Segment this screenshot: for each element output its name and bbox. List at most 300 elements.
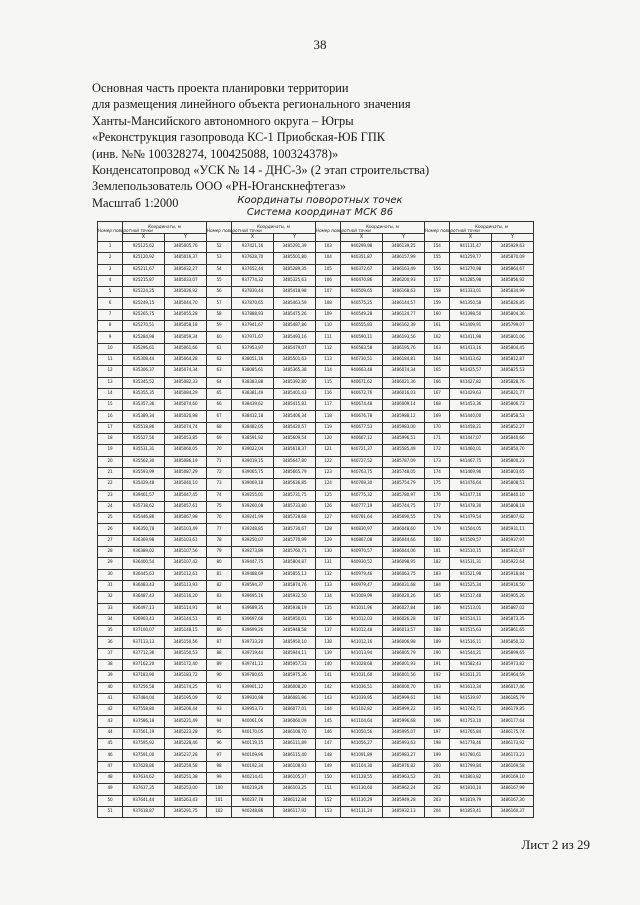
x-coordinate-cell: 939461,57 [123, 490, 165, 501]
point-number-cell: 185 [425, 592, 450, 603]
y-coordinate-cell: 3485929,63 [492, 242, 534, 253]
table-row [98, 784, 534, 795]
point-number-cell: 105 [316, 264, 341, 275]
point-number-header: Номер поворотной точки [98, 222, 123, 242]
point-number-cell: 188 [425, 626, 450, 637]
x-coordinate-cell: 938432,18 [232, 411, 274, 422]
x-coordinate-cell: 937561,19 [123, 727, 165, 738]
x-coordinate-cell: 941611,21 [450, 671, 492, 682]
point-number-cell: 47 [98, 761, 123, 772]
point-number-cell: 67 [207, 411, 232, 422]
y-coordinate-cell: 3485585,49 [383, 445, 425, 456]
y-coordinate-cell: 3486016,03 [383, 388, 425, 399]
y-coordinate-cell: 3485665,79 [274, 467, 316, 478]
point-number-cell: 97 [207, 750, 232, 761]
y-coordinate-cell: 3485150,53 [165, 648, 207, 659]
x-coordinate-cell: 941427,82 [450, 377, 492, 388]
point-number-cell: 140 [316, 659, 341, 670]
x-coordinate-cell: 940667,12 [341, 434, 383, 445]
x-coordinate-cell: 940237,78 [232, 795, 274, 806]
x-coordinate-cell: 940677,53 [341, 422, 383, 433]
x-coordinate-cell: 941509,57 [450, 535, 492, 546]
y-coordinate-cell: 3485067,98 [165, 513, 207, 524]
x-coordinate-cell: 937162,20 [123, 659, 165, 670]
x-coordinate-cell: 940727,52 [341, 456, 383, 467]
y-coordinate-cell: 3486009,14 [383, 400, 425, 411]
point-number-cell: 10 [98, 343, 123, 354]
x-coordinate-cell: 937558,80 [123, 705, 165, 716]
point-number-cell: 158 [425, 287, 450, 298]
y-coordinate-cell: 3485760,71 [274, 547, 316, 558]
table-row [98, 535, 534, 546]
table-row [98, 626, 534, 637]
y-coordinate-cell: 3486108,70 [274, 727, 316, 738]
table-row [98, 321, 534, 332]
y-coordinate-cell: 3485237,28 [165, 750, 207, 761]
x-coordinate-cell: 940830,97 [341, 524, 383, 535]
table-row [98, 603, 534, 614]
y-coordinate-cell: 3486115,40 [274, 750, 316, 761]
point-number-cell: 109 [316, 309, 341, 320]
point-number-cell: 34 [98, 614, 123, 625]
y-coordinate-cell: 3486044,66 [383, 535, 425, 546]
point-number-cell: 24 [98, 501, 123, 512]
x-coordinate-cell: 941413,16 [450, 343, 492, 354]
y-coordinate-cell: 3485253,00 [165, 784, 207, 795]
x-coordinate-cell: 939741,12 [232, 659, 274, 670]
point-number-cell: 29 [98, 558, 123, 569]
y-coordinate-cell: 3485183,72 [165, 671, 207, 682]
y-coordinate-cell: 3485044,70 [165, 298, 207, 309]
y-coordinate-cell: 3485905,26 [492, 592, 534, 603]
y-coordinate-cell: 3485501,80 [274, 253, 316, 264]
x-coordinate-cell: 941130,60 [341, 784, 383, 795]
point-number-cell: 85 [207, 614, 232, 625]
point-number-cell: 149 [316, 761, 341, 772]
x-coordinate-cell: 941259,77 [450, 253, 492, 264]
point-number-cell: 136 [316, 614, 341, 625]
y-coordinate-cell: 3486105,37 [274, 772, 316, 783]
y-coordinate-cell: 3485172,40 [165, 659, 207, 670]
x-coordinate-cell: 941742,71 [450, 705, 492, 716]
y-coordinate-cell: 3486184,81 [383, 354, 425, 365]
x-coordinate-cell: 941514,11 [450, 614, 492, 625]
point-number-cell: 83 [207, 592, 232, 603]
page-number: 38 [313, 37, 327, 52]
x-coordinate-cell: 937712,36 [123, 648, 165, 659]
x-coordinate-cell: 941131,47 [450, 242, 492, 253]
point-number-cell: 5 [98, 287, 123, 298]
y-coordinate-cell: 3486006,98 [383, 637, 425, 648]
x-coordinate-cell: 937634,62 [123, 772, 165, 783]
y-coordinate-cell: 3486112,84 [274, 795, 316, 806]
y-coordinate-cell: 3485932,50 [274, 592, 316, 603]
x-coordinate-cell: 936483,43 [123, 580, 165, 591]
y-coordinate-cell: 3485618,37 [274, 445, 316, 456]
y-coordinate-cell: 3485291,75 [165, 806, 207, 817]
x-coordinate-cell: 941810,10 [450, 784, 492, 795]
x-coordinate-cell: 936903,43 [123, 614, 165, 625]
x-coordinate-cell: 941013,94 [341, 648, 383, 659]
point-number-cell: 183 [425, 569, 450, 580]
point-number-cell: 110 [316, 321, 341, 332]
header-line: «Реконструкция газопровода КС-1 Приобская-ЮБ ГПК [92, 130, 386, 145]
x-coordinate-cell: 940248,86 [232, 806, 274, 817]
y-coordinate-cell: 3485144,51 [165, 614, 207, 625]
y-coordinate-cell: 3485223,28 [165, 727, 207, 738]
y-coordinate-cell: 3485325,63 [274, 275, 316, 286]
point-number-cell: 177 [425, 501, 450, 512]
point-number-cell: 45 [98, 739, 123, 750]
point-number-cell: 26 [98, 524, 123, 535]
x-coordinate-cell: 940590,11 [341, 332, 383, 343]
point-number-cell: 6 [98, 298, 123, 309]
x-coordinate-cell: 940676,78 [341, 411, 383, 422]
y-coordinate-cell: 3486163,49 [383, 264, 425, 275]
y-coordinate-cell: 3486013,57 [383, 626, 425, 637]
x-coordinate-cell: 938383,88 [232, 377, 274, 388]
table-body [98, 242, 534, 818]
y-coordinate-cell: 3485754,79 [383, 479, 425, 490]
y-coordinate-cell: 3485874,76 [274, 580, 316, 591]
point-number-cell: 126 [316, 501, 341, 512]
y-coordinate-cell: 3485856,92 [492, 275, 534, 286]
point-number-cell: 180 [425, 535, 450, 546]
table-row [98, 264, 534, 275]
point-number-cell: 32 [98, 592, 123, 603]
x-coordinate-cell: 941028,68 [341, 659, 383, 670]
x-coordinate-cell: 935593,99 [123, 467, 165, 478]
point-number-cell: 8 [98, 321, 123, 332]
point-number-cell: 57 [207, 298, 232, 309]
x-coordinate-cell: 941056,27 [341, 739, 383, 750]
y-coordinate-cell: 3485938,19 [274, 603, 316, 614]
point-number-cell: 9 [98, 332, 123, 343]
table-row [98, 648, 534, 659]
x-coordinate-cell: 940663,48 [341, 366, 383, 377]
y-coordinate-cell: 3485263,43 [165, 795, 207, 806]
point-number-cell: 147 [316, 739, 341, 750]
x-coordinate-cell: 938381,49 [232, 388, 274, 399]
x-coordinate-cell: 941131,24 [341, 806, 383, 817]
point-number-cell: 77 [207, 524, 232, 535]
y-coordinate-cell: 3485808,51 [492, 479, 534, 490]
x-coordinate-cell: 935562,30 [123, 456, 165, 467]
x-coordinate-cell: 940930,52 [341, 558, 383, 569]
point-number-cell: 202 [425, 784, 450, 795]
y-header: Y [383, 234, 425, 242]
point-number-cell: 54 [207, 264, 232, 275]
point-number-cell: 129 [316, 535, 341, 546]
x-coordinate-cell: 935306,37 [123, 366, 165, 377]
x-coordinate-cell: 940061,06 [232, 716, 274, 727]
y-coordinate-cell: 3485690,55 [383, 513, 425, 524]
point-number-cell: 73 [207, 479, 232, 490]
point-number-cell: 39 [98, 671, 123, 682]
point-number-cell: 40 [98, 682, 123, 693]
point-number-cell: 14 [98, 388, 123, 399]
x-coordinate-cell: 941778,46 [450, 739, 492, 750]
point-number-cell: 189 [425, 637, 450, 648]
x-coordinate-cell: 940979,46 [341, 569, 383, 580]
y-coordinate-cell: 3485861,65 [492, 626, 534, 637]
y-coordinate-cell: 3485059,34 [165, 332, 207, 343]
point-number-cell: 119 [316, 422, 341, 433]
table-row [98, 761, 534, 772]
x-coordinate-cell: 941799,84 [450, 761, 492, 772]
point-number-cell: 15 [98, 400, 123, 411]
x-coordinate-cell: 937113,13 [123, 637, 165, 648]
x-header: X [232, 234, 274, 242]
y-coordinate-cell: 3486020,26 [383, 592, 425, 603]
y-coordinate-cell: 3485840,10 [492, 490, 534, 501]
x-coordinate-cell: 940170,05 [232, 727, 274, 738]
point-number-cell: 157 [425, 275, 450, 286]
point-number-cell: 51 [98, 806, 123, 817]
table-subtitle: Система координат МСК 86 [246, 207, 394, 218]
header-line: Масштаб 1:2000 [92, 195, 179, 210]
point-number-cell: 71 [207, 456, 232, 467]
x-coordinate-cell: 937637,35 [123, 784, 165, 795]
point-number-cell: 35 [98, 626, 123, 637]
y-coordinate-cell: 3485976,82 [383, 761, 425, 772]
y-coordinate-cell: 3485957,33 [274, 659, 316, 670]
x-coordinate-cell: 938591,92 [232, 434, 274, 445]
x-coordinate-cell: 941803,82 [450, 772, 492, 783]
y-coordinate-cell: 3485289,35 [274, 264, 316, 275]
table-row [98, 547, 534, 558]
point-number-cell: 79 [207, 547, 232, 558]
y-coordinate-cell: 3485950,01 [274, 614, 316, 625]
x-coordinate-cell: 938439,62 [232, 400, 274, 411]
x-coordinate-cell: 939241,99 [232, 513, 274, 524]
x-coordinate-cell: 939695,16 [232, 592, 274, 603]
x-coordinate-cell: 941104,30 [341, 761, 383, 772]
y-coordinate-cell: 3485840,66 [492, 434, 534, 445]
y-coordinate-cell: 3486162,39 [383, 321, 425, 332]
table-row [98, 366, 534, 377]
x-coordinate-cell: 941009,99 [341, 592, 383, 603]
point-number-cell: 88 [207, 648, 232, 659]
point-number-cell: 25 [98, 513, 123, 524]
point-number-cell: 55 [207, 275, 232, 286]
y-coordinate-cell: 3485060,05 [165, 445, 207, 456]
point-number-cell: 143 [316, 693, 341, 704]
point-number-cell: 64 [207, 377, 232, 388]
point-number-cell: 200 [425, 761, 450, 772]
point-number-cell: 159 [425, 298, 450, 309]
x-coordinate-cell: 940549,28 [341, 309, 383, 320]
point-number-cell: 13 [98, 377, 123, 388]
y-coordinate-cell: 3486027,84 [383, 603, 425, 614]
y-coordinate-cell: 3485057,61 [165, 501, 207, 512]
y-coordinate-cell: 3486160,37 [492, 806, 534, 817]
y-coordinate-cell: 3485020,98 [165, 411, 207, 422]
point-number-cell: 146 [316, 727, 341, 738]
y-coordinate-cell: 3486195,76 [383, 343, 425, 354]
x-coordinate-cell: 940192,34 [232, 761, 274, 772]
point-number-cell: 167 [425, 388, 450, 399]
x-coordinate-cell: 939930,98 [232, 693, 274, 704]
header-line: Землепользователь ООО «РН-Юганскнефтегаз» [92, 179, 346, 194]
y-coordinate-cell: 3486026,28 [383, 614, 425, 625]
sheet-label: Лист 2 из 29 [521, 837, 590, 852]
x-coordinate-cell: 941128,55 [341, 772, 383, 783]
y-coordinate-cell: 3485988,12 [383, 411, 425, 422]
point-number-cell: 151 [316, 784, 341, 795]
y-coordinate-cell: 3485103,49 [165, 524, 207, 535]
table-row [98, 467, 534, 478]
point-number-cell: 108 [316, 298, 341, 309]
y-coordinate-cell: 3485064,28 [165, 354, 207, 365]
point-number-cell: 56 [207, 287, 232, 298]
point-number-cell: 196 [425, 716, 450, 727]
point-number-cell: 172 [425, 445, 450, 456]
table-row [98, 806, 534, 817]
point-number-cell: 1 [98, 242, 123, 253]
point-number-cell: 111 [316, 332, 341, 343]
point-number-cell: 161 [425, 321, 450, 332]
point-number-cell: 115 [316, 377, 341, 388]
point-number-cell: 139 [316, 648, 341, 659]
y-coordinate-cell: 3485420,57 [274, 422, 316, 433]
y-coordinate-cell: 3485931,11 [492, 524, 534, 535]
point-number-cell: 16 [98, 411, 123, 422]
point-number-cell: 75 [207, 501, 232, 512]
y-coordinate-cell: 3485365,38 [274, 366, 316, 377]
y-coordinate-cell: 3485963,52 [383, 772, 425, 783]
y-coordinate-cell: 3485291,39 [274, 242, 316, 253]
point-number-cell: 28 [98, 547, 123, 558]
table-row [98, 422, 534, 433]
table-row [98, 242, 534, 253]
x-coordinate-cell: 941539,97 [450, 693, 492, 704]
y-coordinate-cell: 3485826,85 [492, 298, 534, 309]
x-coordinate-cell: 940979,47 [341, 580, 383, 591]
x-coordinate-cell: 925270,51 [123, 321, 165, 332]
point-number-cell: 42 [98, 705, 123, 716]
x-coordinate-cell: 935357,36 [123, 400, 165, 411]
y-coordinate-cell: 3485114,91 [165, 603, 207, 614]
x-coordinate-cell: 940470,86 [341, 275, 383, 286]
y-coordinate-cell: 3485401,43 [274, 388, 316, 399]
point-number-cell: 30 [98, 569, 123, 580]
table-row [98, 569, 534, 580]
x-coordinate-cell: 937641,44 [123, 795, 165, 806]
x-coordinate-cell: 936400,54 [123, 558, 165, 569]
point-number-cell: 203 [425, 795, 450, 806]
y-coordinate-cell: 3486081,96 [274, 693, 316, 704]
x-coordinate-cell: 941413,62 [450, 354, 492, 365]
y-coordinate-cell: 3486001,93 [383, 659, 425, 670]
point-number-cell: 171 [425, 434, 450, 445]
x-coordinate-cell: 941429,63 [450, 388, 492, 399]
x-coordinate-cell: 936350,78 [123, 524, 165, 535]
y-coordinate-cell: 3486167,99 [492, 784, 534, 795]
point-number-cell: 89 [207, 659, 232, 670]
y-coordinate-cell: 3485999,22 [383, 705, 425, 716]
y-coordinate-cell: 3486185,79 [492, 693, 534, 704]
point-number-cell: 61 [207, 343, 232, 354]
y-coordinate-cell: 3485983,00 [383, 422, 425, 433]
point-number-cell: 178 [425, 513, 450, 524]
y-coordinate-cell: 3485082,33 [165, 377, 207, 388]
header-line: Основная часть проекта планировки территории [92, 81, 349, 95]
point-number-cell: 50 [98, 795, 123, 806]
point-number-cell: 94 [207, 716, 232, 727]
y-coordinate-cell: 3486111,89 [274, 739, 316, 750]
x-coordinate-cell: 941460,01 [450, 445, 492, 456]
x-coordinate-cell: 939901,12 [232, 682, 274, 693]
y-coordinate-cell: 3485780,97 [383, 490, 425, 501]
y-coordinate-cell: 3486048,60 [383, 524, 425, 535]
table-title: Координаты поворотных точек [237, 195, 403, 206]
table-row [98, 513, 534, 524]
point-number-cell: 78 [207, 535, 232, 546]
point-number-cell: 58 [207, 309, 232, 320]
point-number-cell: 27 [98, 535, 123, 546]
x-coordinate-cell: 937652,44 [232, 264, 274, 275]
x-coordinate-cell: 935518,86 [123, 422, 165, 433]
x-coordinate-cell: 941036,51 [341, 682, 383, 693]
y-coordinate-cell: 3485058,18 [165, 321, 207, 332]
table-row [98, 275, 534, 286]
y-coordinate-cell: 3485647,80 [274, 456, 316, 467]
table-row [98, 795, 534, 806]
point-number-cell: 90 [207, 671, 232, 682]
point-number-cell: 23 [98, 490, 123, 501]
y-coordinate-cell: 3485916,50 [492, 580, 534, 591]
table-header-row [98, 222, 534, 234]
y-coordinate-cell: 3485107,56 [165, 547, 207, 558]
point-number-cell: 142 [316, 682, 341, 693]
x-coordinate-cell: 925284,98 [123, 332, 165, 343]
point-number-cell: 31 [98, 580, 123, 591]
point-number-cell: 137 [316, 626, 341, 637]
x-coordinate-cell: 941039,95 [341, 693, 383, 704]
x-coordinate-cell: 940372,67 [341, 264, 383, 275]
x-coordinate-cell: 935345,52 [123, 377, 165, 388]
x-coordinate-cell: 941467,75 [450, 456, 492, 467]
y-coordinate-cell: 3485855,13 [274, 569, 316, 580]
y-coordinate-cell: 3485821,77 [492, 388, 534, 399]
y-coordinate-cell: 3485061,66 [165, 343, 207, 354]
table-row [98, 693, 534, 704]
y-coordinate-cell: 3486008,20 [274, 682, 316, 693]
x-coordinate-cell: 940351,87 [341, 253, 383, 264]
x-coordinate-cell: 940775,32 [341, 490, 383, 501]
y-coordinate-cell: 3485487,86 [274, 321, 316, 332]
point-number-cell: 194 [425, 693, 450, 704]
x-coordinate-cell: 940763,75 [341, 467, 383, 478]
x-coordinate-cell: 937628,70 [232, 253, 274, 264]
y-coordinate-cell: 3485996,68 [383, 716, 425, 727]
coordinates-table [97, 221, 534, 818]
y-coordinate-cell: 3485086,19 [165, 456, 207, 467]
point-number-header: Номер поворотной точки [207, 222, 232, 242]
y-coordinate-cell: 3486074,34 [383, 366, 425, 377]
x-coordinate-cell: 941531,31 [450, 558, 492, 569]
point-number-cell: 173 [425, 456, 450, 467]
y-coordinate-cell: 3485032,27 [165, 264, 207, 275]
table-row [98, 580, 534, 591]
point-number-cell: 106 [316, 275, 341, 286]
y-coordinate-cell: 3485807,62 [492, 513, 534, 524]
y-coordinate-cell: 3486044,06 [383, 547, 425, 558]
y-coordinate-cell: 3485787,09 [383, 456, 425, 467]
y-coordinate-cell: 3486173,21 [492, 750, 534, 761]
point-number-cell: 199 [425, 750, 450, 761]
